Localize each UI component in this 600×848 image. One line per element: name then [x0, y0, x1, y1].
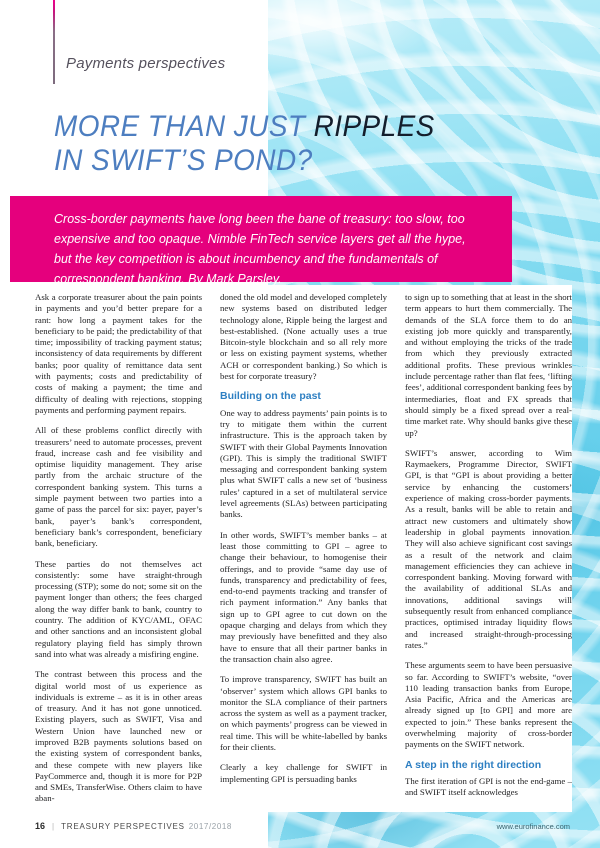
title-line1-dark: RIPPLES [313, 110, 435, 143]
publication-year: 2017/2018 [188, 822, 232, 831]
body-paragraph: These arguments seem to have been persuasive so far. According to SWIFT’s website, “over 110 leading transaction banks from Europe, Asia Pacific, Africa and the Americas are already signed up [to GPI] and more are expected to join.” These banks represent the overwhelming majority of cross-border payments on the SWIFT network. [405, 660, 572, 750]
body-paragraph: In other words, SWIFT’s member banks – at least those committing to GPI – agree to change their behaviour, to homogenise their offerings, and to provide “same day use of funds, transparency and predictability of fees, end-to-end payments tracking and transfer of rich payment information.” Any banks that sign up to GPI agree to cut down on the opaque charging and delays from which they may previously have benefitted and they also have to ensure that all their partner banks in the transaction chain also agree. [220, 529, 387, 664]
text-column [35, 292, 202, 813]
article-columns [35, 292, 572, 813]
text-column [220, 292, 387, 813]
page-title [54, 110, 538, 178]
body-paragraph: All of these problems conflict directly with treasurers’ need to automate processes, prevent fraud, increase cash and fee visibility and optimise liquidity management. They arise partly from the archaic structure of the correspondent banking system. This turns a simple payment between two parties into a game of pass the parcel for six: payer, payer’s bank, payer’s bank’s correspondent, beneficiary bank’s correspondent, beneficiary bank, beneficiary. [35, 425, 202, 549]
body-paragraph: The contrast between this process and the digital world most of us experience as individuals is extreme – as it is in other areas of treasury. And it has not gone unnoticed. Existing players, such as SWIFT, Visa and Western Union have launched new or improved B2B payments solutions based on the existing system of correspondent banks, and these compete with new players like PayCommerce and, though it is more for P2P and SMEs, TransferWise. Others claim to have aban- [35, 669, 202, 804]
publication-label: TREASURY PERSPECTIVES [61, 822, 185, 831]
accent-line [53, 0, 55, 84]
body-paragraph: To improve transparency, SWIFT has built an ‘observer’ system which allows GPI banks to monitor the SLA compliance of their partners across the system as well as a payment tracker, on which payments’ progress can be viewed in real time. This will be white-labelled by banks for their clients. [220, 674, 387, 752]
footer [35, 821, 232, 831]
footer-url: www.eurofinance.com [496, 822, 570, 831]
standfirst-banner [10, 196, 512, 286]
kicker: Payments perspectives [66, 55, 226, 72]
text-column [405, 292, 572, 813]
title-line2: IN SWIFT’S POND? [54, 144, 313, 177]
title-line1-blue: MORE THAN JUST [54, 110, 314, 143]
body-paragraph: One way to address payments’ pain points is to try to mitigate them within the current infrastructure. This is the approach taken by SWIFT with their Global Payments Innovation (GPI). This is simply the traditional SWIFT messaging and correspondent banking system plus what SWIFT calls a new set of ‘business rules’ captured in a set of multilateral service level agreements (SLAs) between participating banks. [220, 407, 387, 520]
body-paragraph: The first iteration of GPI is not the end-game – and SWIFT itself acknowledges [405, 775, 572, 798]
page-number: 16 [35, 821, 46, 831]
body-paragraph: Clearly a key challenge for SWIFT in implementing GPI is persuading banks [220, 762, 387, 784]
section-heading: Building on the past [220, 390, 321, 403]
body-paragraph: doned the old model and developed completely new systems based on distributed ledger technology alone, Ripple being the largest and best-established. (None actually uses a true Bitcoin-style blockchain and so all rely more or less on existing payment systems, whether ACH or correspondent banking.) So which is best for corporate treasury? [220, 292, 387, 382]
footer-divider: | [52, 822, 55, 831]
body-paragraph: Ask a corporate treasurer about the pain points in payments and you’d better prepare for a rant: how long a payment takes for the beneficiary to be paid; the predictability of that time; impossibility of tracking payment status; inconsistency of data requirements by different banks; poor quality of remittance data sent with payments; costs and predictability of costs of making a payment; the time and difficulty of dealing with rejections, stopping payments and performing payment repairs. [35, 292, 202, 415]
body-paragraph: SWIFT’s answer, according to Wim Raymaekers, Programme Director, SWIFT GPI, is that “GPI is about providing a better service by enhancing the customers’ experience of making cross-border payments. As a result, banks will be able to retain and attract new customers and ultimately show leadership in global payments innovation. They will also achieve significant cost savings as a result of the network and claim management efficiencies they can achieve in correspondent banking. Moving forward with the availability of additional SLAs and innovations, additional savings will subsequently result from enhanced compliance practices, optimised intraday liquidity flows and increased straight-through-processing rates.” [405, 447, 572, 650]
section-heading: A step in the right direction [405, 758, 542, 771]
body-paragraph: to sign up to something that at least in the short term appears to hurt them commercially. The demands of the SLA force them to do an existing job more quickly and transparently, and without employing the tricks of the trade from which they previously extracted additional profits. These previous wrinkles include percentage rather than flat fees, ‘lifting fees’, additional correspondent banking fees by intermediaries, float and FX spreads that should simply be a fixed spread over a real-time market rate. Why should banks give these up? [405, 292, 572, 438]
title-line1 [54, 110, 435, 143]
body-paragraph: These parties do not themselves act consistently: some have straight-through processing (STP); some do not; some sit on the payment longer than others; the fees charged along the way differ bank to bank, country to country. The addition of KYC/AML, OFAC and other sanctions and an inconsistent global regulatory playing field has simply thrown sand into what was already a misfiring engine. [35, 558, 202, 659]
standfirst-text: Cross-border payments have long been the bane of treasury: too slow, too expensive and too opaque. Nimble FinTech service layers get all the hype, but the key competition is about incumbency and the fundamentals of correspondent banking. By Mark Parsley. [54, 212, 466, 286]
